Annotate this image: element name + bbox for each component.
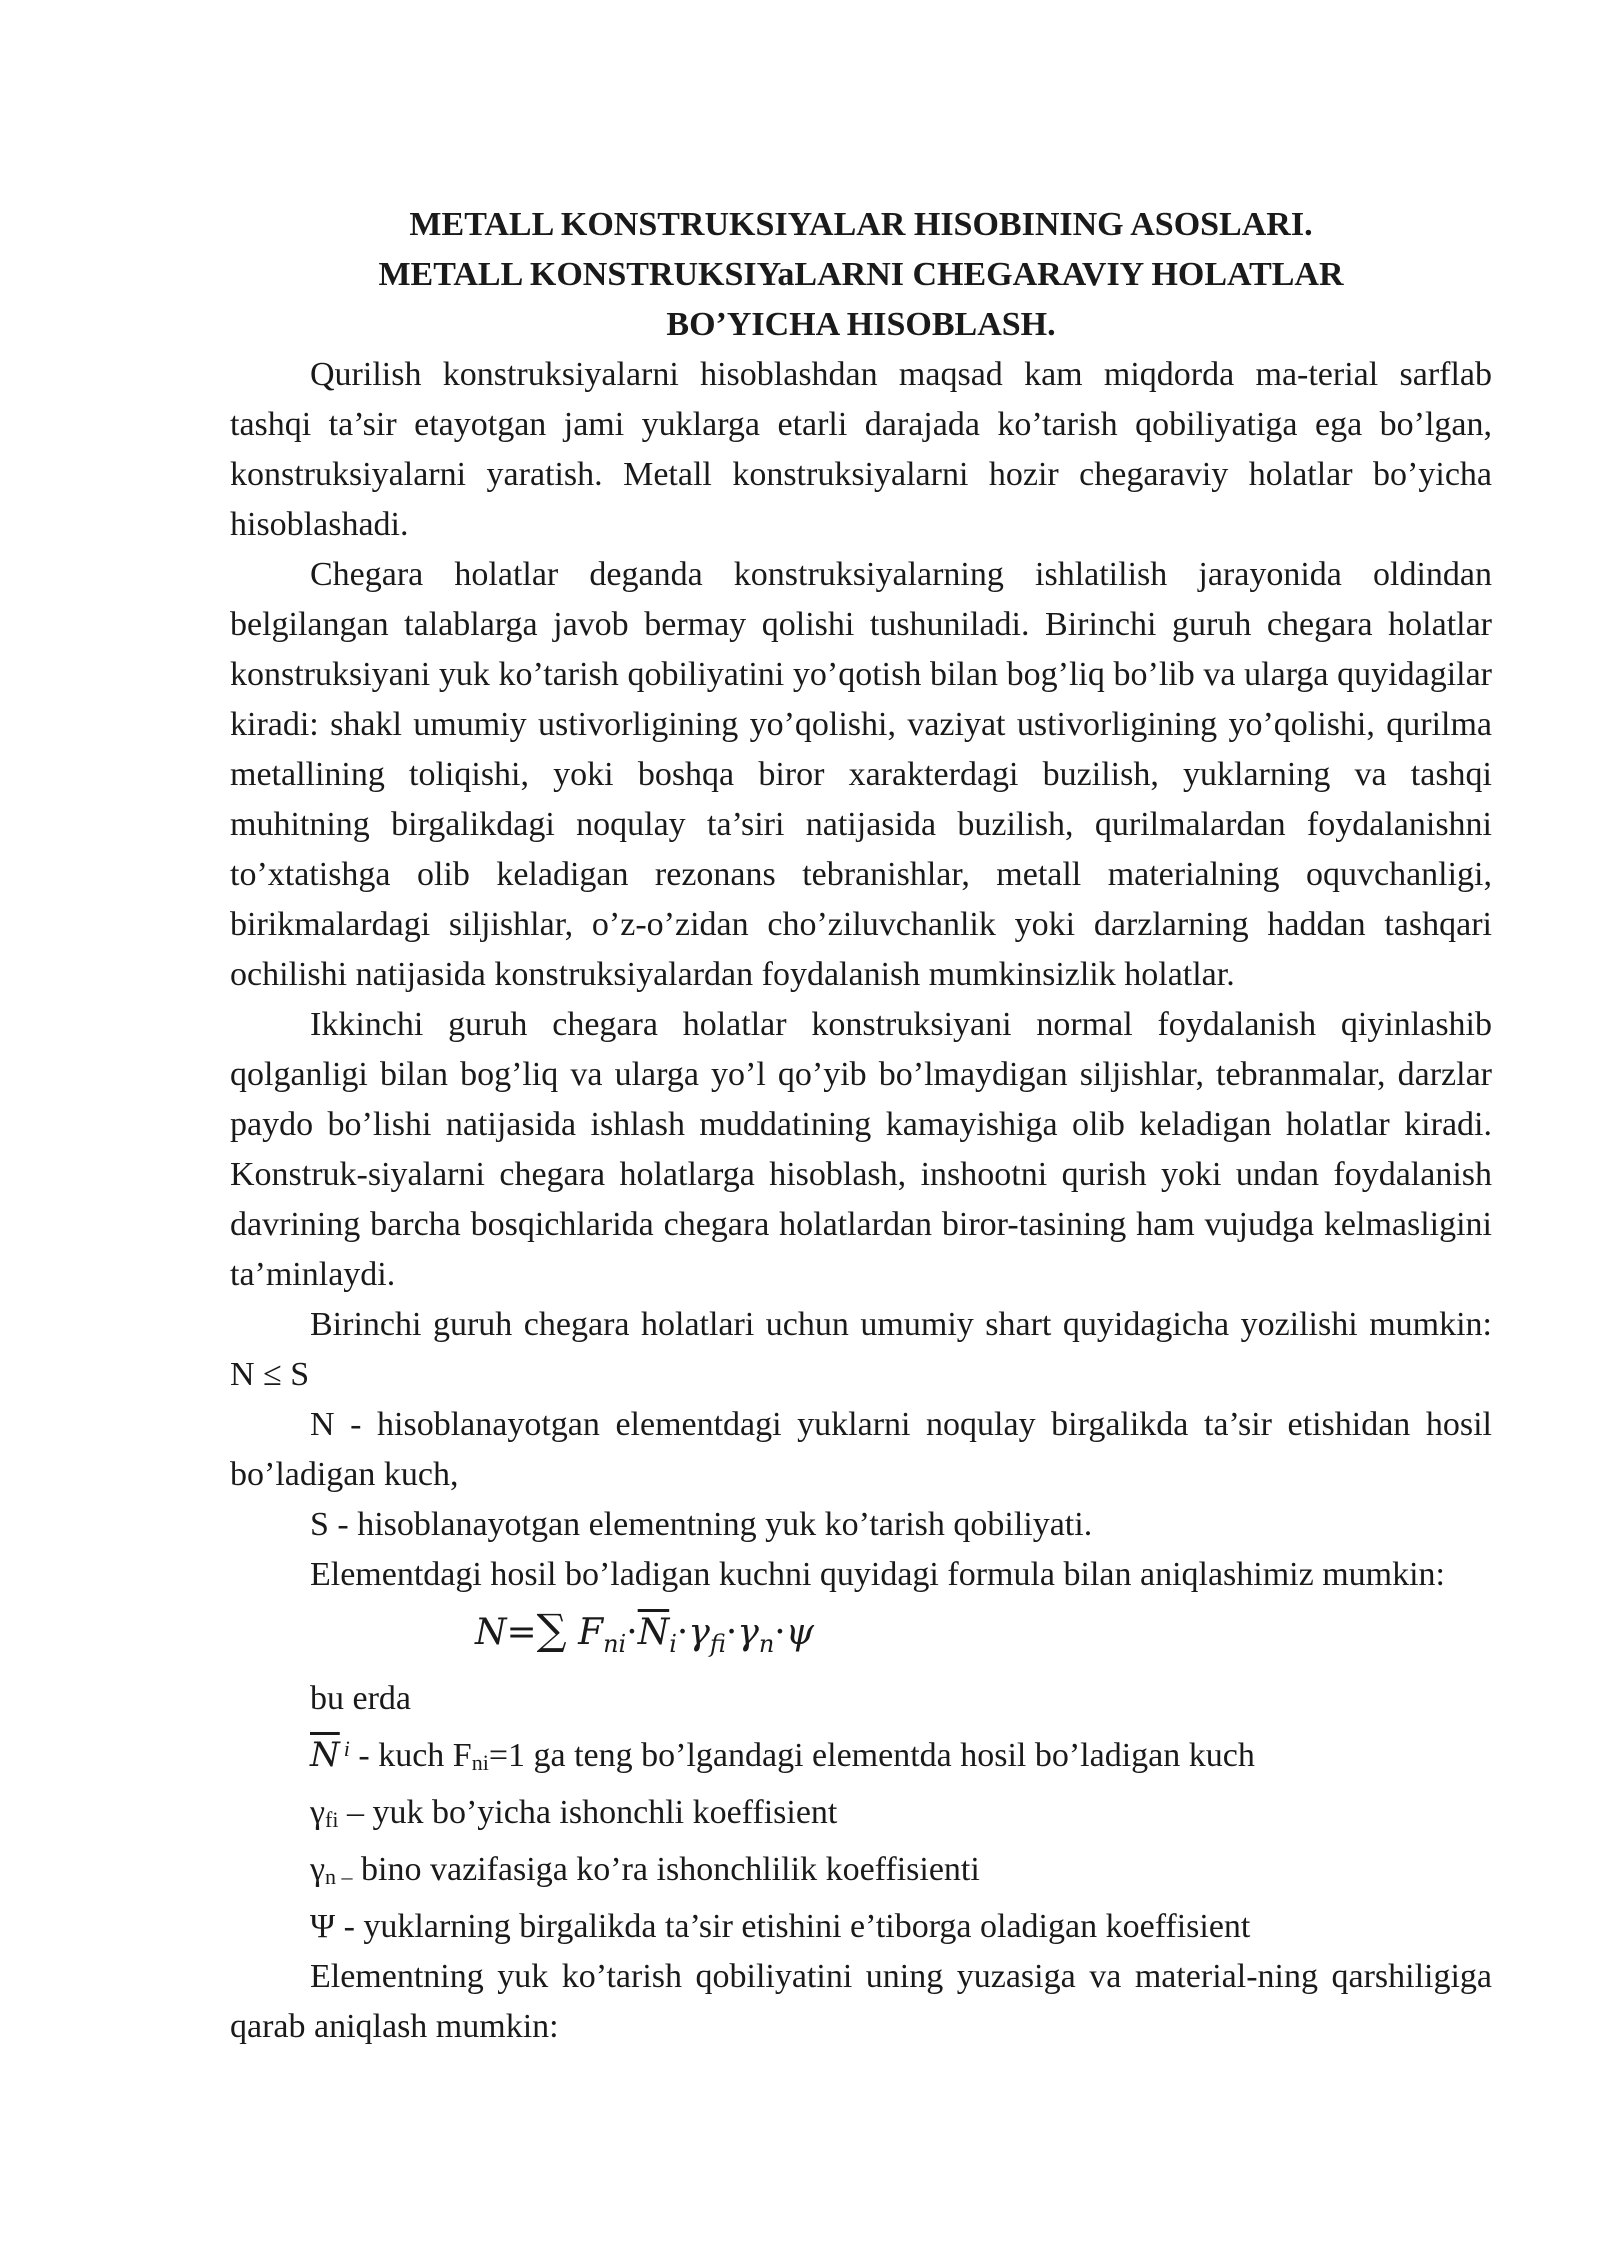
formula-gamma-f: γ xyxy=(688,1612,710,1653)
formula-gamma-n: γ xyxy=(737,1612,759,1653)
gamma-fi-text: – yuk bo’yicha ishonchli koeffisient xyxy=(338,1794,838,1831)
title-line-1: METALL KONSTRUKSIYALAR HISOBINING ASOSLARI. xyxy=(409,206,1313,243)
formula-equals: = xyxy=(506,1612,537,1653)
force-formula xyxy=(230,1600,1492,1674)
formula-f: F xyxy=(578,1612,604,1653)
paragraph-first-group: Chegara holatlar deganda konstruksiyalarning ishlatilish jarayonida oldindan belgilangan talablarga javob bermay qolishi tushuniladi. Birinchi guruh chegara holatlar konstruksiyani yuk ko’tarish qobiliyatini yo’qotish bilan bog’liq bo’lib va ularga quyidagilar kiradi: shakl umumiy ustivorligining yo’qolishi, vaziyat ustivorligining yo’qolishi, qurilma metallining toliqishi, yoki boshqa biror xarakterdagi buzilish, yuklarning va tashqi muhitning birgalikdagi noqulay ta’siri natijasida buzilish, qurilmalardan foydalanishni to’xtatishga olib keladigan rezonans tebranishlar, metall materialning oquvchanligi, birikmalardagi siljishlar, o’z-o’zidan cho’ziluvchanlik yoki darzlarning haddan tashqari ochilishi natijasida konstruksiyalardan foydalanish mumkinsizlik holatlar. xyxy=(230,556,1492,993)
nbar-symbol: $\overline{N}$ xyxy=(310,1735,340,1775)
gamma-n-symbol: γ xyxy=(310,1851,326,1888)
formula-gamma-f-sub: fi xyxy=(709,1630,726,1658)
document-title xyxy=(230,200,1492,350)
formula-f-sub: ni xyxy=(603,1630,627,1658)
gamma-fi-symbol: γ xyxy=(310,1794,326,1831)
definition-psi: Ψ - yuklarning birgalikda ta’sir etishini e’tiborga oladigan koeffisient xyxy=(310,1908,1251,1945)
formula-dot-1: · xyxy=(626,1612,638,1653)
paragraph-purpose: Qurilish konstruksiyalarni hisoblashdan maqsad kam miqdorda ma-terial sarflab tashqi ta’sir etayotgan jami yuklarga etarli darajada ko’tarish qobiliyatiga ega bo’lgan, konstruksiyalarni yaratish. Metall konstruksiyalarni hozir chegaraviy holatlar bo’yicha hisoblashadi. xyxy=(230,356,1492,543)
paragraph-s-definition: S - hisoblanayotgan elementning yuk ko’tarish qobiliyati. xyxy=(310,1506,1093,1543)
formula-sum: ∑ xyxy=(536,1605,567,1654)
nbar-symbol-sub: i xyxy=(343,1736,350,1761)
definition-nbar xyxy=(230,1724,1492,1788)
formula-nbar: $\overline{N}$ xyxy=(637,1612,670,1653)
definition-gamma-n xyxy=(230,1845,1492,1902)
formula-lhs: N xyxy=(475,1612,507,1653)
paragraph-condition: Birinchi guruh chegara holatlari uchun umumiy shart quyidagicha yozilishi mumkin: N ≤ S xyxy=(230,1306,1492,1393)
nbar-definition-tail: =1 ga teng bo’lgandagi elementda hosil bo’ladigan kuch xyxy=(488,1737,1255,1774)
paragraph-n-definition: N - hisoblanayotgan elementdagi yuklarni noqulay birgalikda ta’sir etishidan hosil bo’ladigan kuch, xyxy=(230,1406,1492,1493)
nbar-definition-sub: ni xyxy=(471,1750,489,1775)
formula-nbar-sub: i xyxy=(669,1630,677,1658)
title-line-3: BO’YICHA HISOBLASH. xyxy=(666,306,1056,343)
gamma-n-text: bino vazifasiga ko’ra ishonchlilik koeffisienti xyxy=(352,1851,980,1888)
definition-gamma-fi xyxy=(230,1788,1492,1845)
paragraph-capacity: Elementning yuk ko’tarish qobiliyatini uning yuzasiga va material-ning qarshiligiga qarab aniqlash mumkin: xyxy=(230,1958,1492,2045)
gamma-n-sub: n – xyxy=(325,1864,353,1889)
gamma-fi-sub: fi xyxy=(325,1807,339,1832)
formula-gamma-n-sub: n xyxy=(758,1630,775,1658)
nbar-definition-text: - kuch F xyxy=(349,1737,472,1774)
paragraph-second-group: Ikkinchi guruh chegara holatlar konstruksiyani normal foydalanish qiyinlashib qolganligi bilan bog’liq va ularga yo’l qo’yib bo’lmaydigan siljishlar, tebranmalar, darzlar paydo bo’lishi natijasida ishlash muddatining kamayishiga olib keladigan holatlar kiradi. Konstruk-siyalarni chegara holatlarga hisoblash, inshootni qurish yoki undan foydalanish davrining barcha bosqichlarida chegara holatlardan biror-tasining ham vujudga kelmasligini ta’minlaydi. xyxy=(230,1006,1492,1293)
formula-psi: ψ xyxy=(785,1612,814,1653)
paragraph-where: bu erda xyxy=(310,1680,412,1717)
formula-dot-2: · xyxy=(676,1612,689,1653)
document-page xyxy=(230,200,1492,2052)
formula-dot-4: · xyxy=(774,1612,786,1653)
formula-dot-3: · xyxy=(725,1612,738,1653)
paragraph-formula-intro: Elementdagi hosil bo’ladigan kuchni quyidagi formula bilan aniqlashimiz mumkin: xyxy=(310,1556,1445,1593)
title-line-2: METALL KONSTRUKSIYaLARNI CHEGARAVIY HOLATLAR xyxy=(378,256,1344,293)
